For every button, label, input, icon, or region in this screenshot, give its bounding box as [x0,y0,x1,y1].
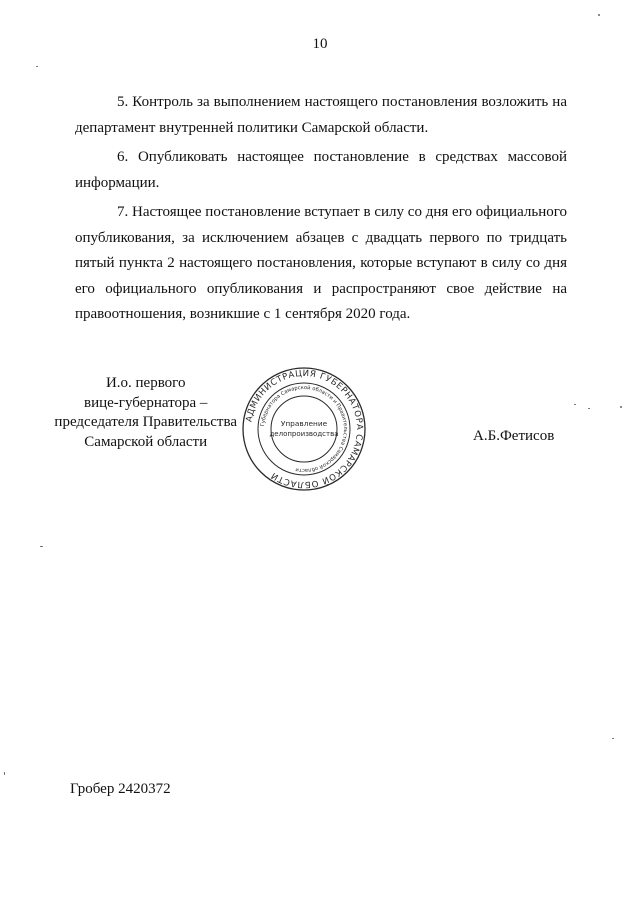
paragraph-7: 7. Настоящее постановление вступает в силу со дня его официального опубликования, за исключением абзацев с двадцать первого по тридцать пятый пункта 2 настоящего постановления, которые вступают в силу со дня его официального опубликования и распространяют свое действие на правоотношения, возникшие с 1 сентября 2020 года. [75,204,567,322]
seal-center-line: Управление [280,419,328,428]
seal-center-line: делопроизводства [269,430,339,438]
paragraph-6: 6. Опубликовать настоящее постановление в средствах массовой информации. [75,149,567,191]
scan-speck [36,66,38,67]
signatory-position-line: председателя Правительства [54,414,237,430]
scan-speck [574,404,576,405]
seal-outer-text: АДМИНИСТРАЦИЯ ГУБЕРНАТОРА САМАРСКОЙ ОБЛАСТИ [244,368,365,490]
signatory-position [54,374,237,452]
paragraph-5: 5. Контроль за выполнением настоящего постановления возложить на департамент внутренней политики Самарской области. [75,94,567,136]
scan-speck [588,408,590,409]
executor-note: Гробер 2420372 [70,781,171,797]
scan-speck [598,14,600,16]
scan-speck [4,772,5,775]
scan-speck [40,546,43,547]
page-number: 10 [312,36,328,52]
seal-inner-text: Губернатора Самарской области и Правительства Самарской области [260,384,349,474]
official-seal [241,366,367,492]
scan-speck [620,406,622,408]
signatory-position-line: вице-губернатора – [84,394,208,411]
signatory-name: А.Б.Фетисов [473,428,555,444]
signatory-position-line: Самарской области [84,433,208,450]
document-body [75,90,567,328]
signatory-position-line: И.о. первого [105,375,186,391]
scan-speck [612,738,614,739]
